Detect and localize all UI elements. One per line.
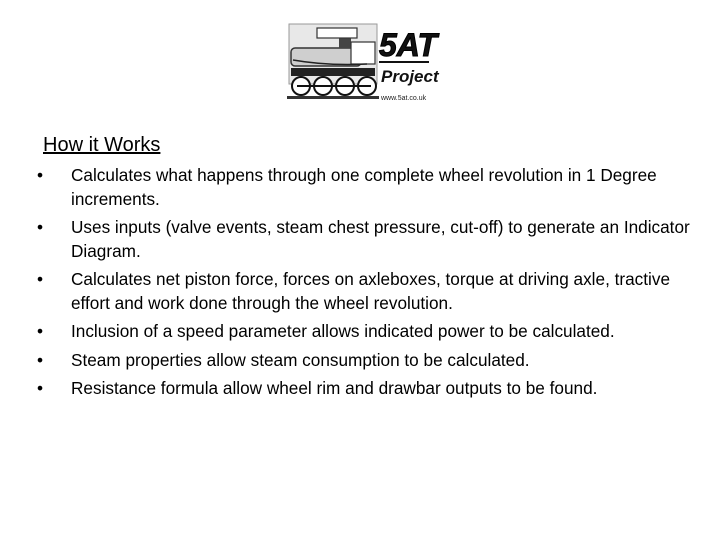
logo-title: 5AT — [379, 27, 438, 63]
bullet-item — [30, 320, 700, 344]
bullet-marker: • — [36, 269, 44, 289]
bullet-item — [30, 268, 700, 315]
locomotive-logo-graphic — [287, 20, 439, 106]
logo-url: www.5at.co.uk — [381, 95, 427, 102]
bullet-marker: • — [36, 217, 44, 237]
bullet-item — [30, 164, 700, 211]
bullet-list — [30, 164, 700, 406]
bullet-item — [30, 377, 700, 401]
bullet-marker: • — [36, 349, 44, 370]
bullet-text: Uses inputs (valve events, steam chest pressure, cut-off) to generate an Indicator Diagram. — [71, 217, 690, 261]
bullet-marker: • — [36, 165, 44, 185]
bullet-text: Calculates what happens through one complete wheel revolution in 1 Degree increments. — [71, 165, 657, 209]
bullet-item — [30, 349, 700, 373]
bullet-text: Resistance formula allow wheel rim and drawbar outputs to be found. — [71, 378, 598, 398]
bullet-marker: • — [36, 378, 44, 398]
bullet-text: Steam properties allow steam consumption to be calculated. — [71, 349, 530, 370]
logo-subtitle: Project — [381, 67, 439, 86]
bullet-text: Inclusion of a speed parameter allows indicated power to be calculated. — [71, 321, 615, 341]
bullet-item — [30, 216, 700, 263]
bullet-marker: • — [36, 321, 44, 341]
page-title: How it Works — [43, 134, 161, 156]
bullet-text: Calculates net piston force, forces on axleboxes, torque at driving axle, tractive effort and work done through the wheel revolution. — [71, 269, 671, 313]
5at-project-logo — [287, 20, 439, 106]
